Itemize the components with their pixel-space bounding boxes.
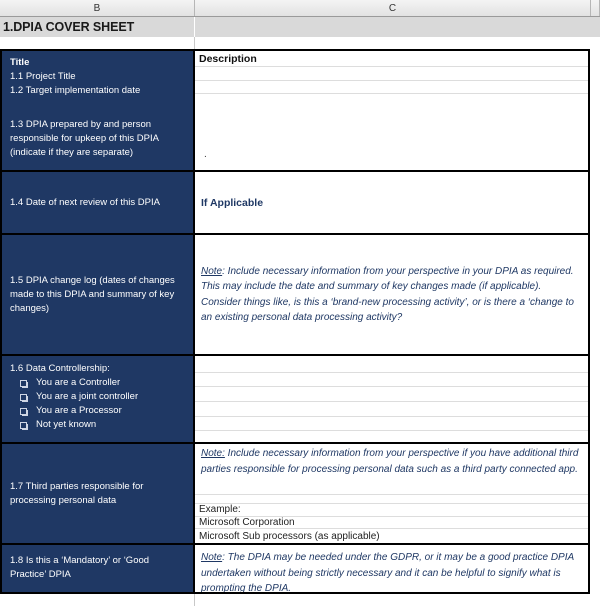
example-line-microsoft-corporation[interactable]: Microsoft Corporation xyxy=(195,517,588,530)
spacer-cell-c[interactable] xyxy=(195,37,600,49)
table-row xyxy=(2,545,588,594)
checkbox-icon[interactable] xyxy=(20,394,27,401)
example-blank-line[interactable] xyxy=(195,495,588,504)
checkbox-option-processor[interactable] xyxy=(10,404,187,418)
cell-b-1-6[interactable] xyxy=(2,356,195,442)
table-header-title: Title xyxy=(10,57,30,68)
example-line-microsoft-sub-processors[interactable]: Microsoft Sub processors (as applicable) xyxy=(199,530,380,542)
cell-c-title-group xyxy=(195,51,588,170)
cell-b-1-7[interactable] xyxy=(2,444,195,543)
example-label[interactable]: Example: xyxy=(195,504,588,517)
table-row xyxy=(2,235,588,356)
value-1-3-text: . xyxy=(204,149,207,160)
row-label-1-6: 1.6 Data Controllership: xyxy=(10,363,110,374)
checkbox-label: You are a joint controller xyxy=(36,391,139,402)
note-1-8 xyxy=(195,545,588,592)
row-label-1-4: 1.4 Date of next review of this DPIA xyxy=(10,196,160,208)
checkbox-icon[interactable] xyxy=(20,408,27,415)
checkbox-icon[interactable] xyxy=(20,380,27,387)
row-label-1-8: 1.8 Is this a ‘Mandatory’ or ‘Good Practice’ DPIA xyxy=(10,555,150,580)
value-1-6-line-5[interactable] xyxy=(195,417,588,432)
note-1-7 xyxy=(195,444,588,495)
spacer-row xyxy=(0,37,600,49)
note-1-8-body: : The DPIA may be needed under the GDPR, or it may be a good practice DPIA undertaken without being strictly necessary and it can be helpful to signify what is prompting the DPIA. xyxy=(201,552,574,592)
checkbox-option-joint-controller[interactable] xyxy=(10,390,187,404)
table-row xyxy=(2,172,588,235)
note-1-5 xyxy=(195,262,588,328)
row-label-1-7: 1.7 Third parties responsible for processing personal data xyxy=(10,480,144,506)
cell-c-1-7 xyxy=(195,444,588,543)
value-1-6-line-1[interactable] xyxy=(195,356,588,373)
row-label-1-1: 1.1 Project Title xyxy=(10,71,76,82)
dpia-table xyxy=(0,49,590,594)
sheet-title-row xyxy=(0,17,600,37)
value-1-6-line-6[interactable] xyxy=(195,431,588,442)
checkbox-option-controller[interactable] xyxy=(10,376,187,390)
checkbox-icon[interactable] xyxy=(20,422,27,429)
value-1-6-line-2[interactable] xyxy=(195,373,588,388)
value-1-6-line-3[interactable] xyxy=(195,387,588,402)
value-1-2[interactable] xyxy=(195,81,588,94)
note-1-5-prefix: Note xyxy=(201,265,223,277)
table-row xyxy=(2,444,588,545)
cell-b-1-4[interactable] xyxy=(2,172,195,233)
cell-b-1-8[interactable] xyxy=(2,545,195,592)
note-1-7-body: Include necessary information from your perspective if you have additional third parties responsible for processing personal data such as a third party connected app. xyxy=(201,448,579,475)
note-1-5-body: : Include necessary information from your perspective in your DPIA as required. This may include the date and summary of key changes made (if applicable). Consider things like, is this a ‘brand-new processing activity’, or is there a ‘change to an existing personal data processing activity? xyxy=(201,265,574,323)
table-header-description: Description xyxy=(195,51,588,67)
sheet-title-fill xyxy=(195,17,600,37)
gap-spacer xyxy=(10,98,187,118)
checkbox-label: Not yet known xyxy=(36,419,97,430)
row-label-1-2: 1.2 Target implementation date xyxy=(10,85,141,96)
note-1-7-prefix: Note: xyxy=(201,448,225,459)
bottom-spacer-cell-b[interactable] xyxy=(0,594,195,606)
table-row xyxy=(2,356,588,444)
checkbox-label: You are a Processor xyxy=(36,405,122,416)
bottom-spacer-cell-c[interactable] xyxy=(195,594,600,606)
controllership-options xyxy=(10,376,187,432)
value-1-1[interactable] xyxy=(195,67,588,81)
bottom-spacer-row xyxy=(0,594,600,606)
cell-c-1-6 xyxy=(195,356,588,442)
cell-c-1-8[interactable] xyxy=(195,545,588,592)
note-1-8-prefix: Note xyxy=(201,552,223,563)
column-header-c[interactable]: C xyxy=(195,0,591,16)
sheet-title: 1.DPIA COVER SHEET xyxy=(0,17,195,37)
spacer-cell-b[interactable] xyxy=(0,37,195,49)
cell-c-1-5[interactable] xyxy=(195,235,588,354)
row-label-1-5: 1.5 DPIA change log (dates of changes made to this DPIA and summary of key changes) xyxy=(10,274,175,314)
column-header-b[interactable]: B xyxy=(0,0,195,16)
cell-b-1-5[interactable] xyxy=(2,235,195,354)
row-label-1-3: 1.3 DPIA prepared by and person responsible for upkeep of this DPIA (indicate if they are separate) xyxy=(10,119,159,158)
value-1-3[interactable] xyxy=(195,94,588,170)
checkbox-option-not-yet-known[interactable] xyxy=(10,418,187,432)
table-row xyxy=(2,51,588,172)
cell-c-1-4[interactable] xyxy=(195,172,588,233)
column-header-row xyxy=(0,0,600,17)
cell-b-title-group[interactable] xyxy=(2,51,195,170)
checkbox-label: You are a Controller xyxy=(36,377,121,388)
value-1-4: If Applicable xyxy=(201,196,264,209)
column-header-d[interactable] xyxy=(591,0,600,16)
value-1-6-line-4[interactable] xyxy=(195,402,588,417)
